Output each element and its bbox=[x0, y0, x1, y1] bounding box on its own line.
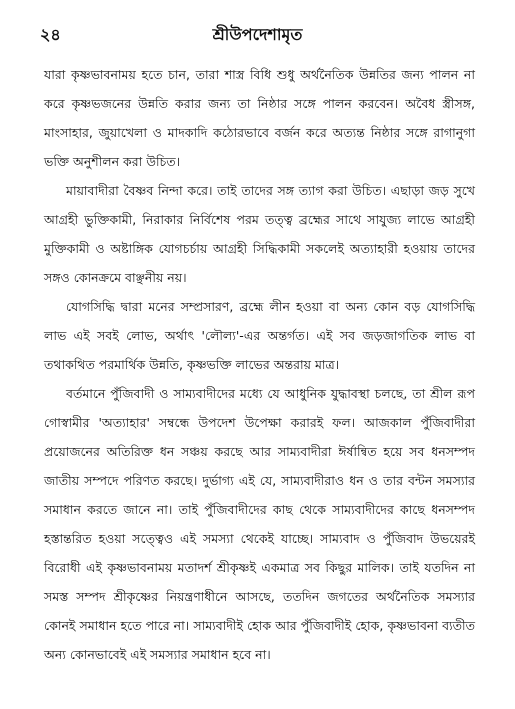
paragraph: মায়াবাদীরা বৈষ্ণব নিন্দা করে। তাই তাদের সঙ্গ ত্যাগ করা উচিত। এছাড়া জড় সুখে আগ্রহী ভুক্তিকামী, নিরাকার নির্বিশেষ পরম তত্ত্ব ব্রহ্মের সাথে সাযুজ্য লাভে আগ্রহী মুক্তিকামী ও অষ্টাঙ্গিক যোগচর্চায় আগ্রহী সিদ্ধিকামী সকলেই অত্যাহারী হওয়ায় তাদের সঙ্গও কোনক্রমে বাঞ্ছনীয় নয়। bbox=[44, 183, 475, 285]
running-title: শ্রীউপদেশামৃত bbox=[212, 25, 303, 44]
page-number: ২৪ bbox=[40, 25, 61, 44]
page-header bbox=[40, 22, 475, 50]
paragraph: যোগসিদ্ধি দ্বারা মনের সম্প্রসারণ, ব্রহ্মে লীন হওয়া বা অন্য কোন বড় যোগসিদ্ধি লাভ এই সবই লোভ, অর্থাৎ 'লৌল্য'-এর অন্তর্গত। এই সব জড়জাগতিক লাভ বা তথাকথিত পরমার্থিক উন্নতি, কৃষ্ণভক্তি লাভের অন্তরায় মাত্র। bbox=[44, 299, 475, 372]
paragraph: বর্তমানে পুঁজিবাদী ও সাম্যবাদীদের মধ্যে যে আধুনিক যুদ্ধাবস্থা চলছে, তা শ্রীল রূপ গোস্বামীর 'অত্যাহার' সম্বন্ধে উপদেশ উপেক্ষা করারই ফল। আজকাল পুঁজিবাদীরা প্রয়োজনের অতিরিক্ত ধন সঞ্চয় করছে আর সাম্যবাদীরা ঈর্ষান্বিত হয়ে সব ধনসম্পদ জাতীয় সম্পদে পরিণত করছে। দুর্ভাগ্য এই যে, সাম্যবাদীরাও ধন ও তার বন্টন সমস্যার সমাধান করতে জানে না। তাই পুঁজিবাদীদের কাছ থেকে সাম্যবাদীদের কাছে ধনসম্পদ হস্তান্তরিত হওয়া সত্ত্বেও এই সমস্যা থেকেই যাচ্ছে। সাম্যবাদ ও পুঁজিবাদ উভয়েরই বিরোধী এই কৃষ্ণভাবনাময় মতাদর্শ শ্রীকৃষ্ণই একমাত্র সব কিছুর মালিক। তাই যতদিন না সমস্ত সম্পদ শ্রীকৃষ্ণের নিয়ন্ত্রণাধীনে আসছে, ততদিন জগতের অর্থনৈতিক সমস্যার কোনই সমাধান হতে পারে না। সাম্যবাদীই হোক আর পুঁজিবাদীই হোক, কৃষ্ণভাবনা ব্যতীত অন্য কোনভাবেই এই সমস্যার সমাধান হবে না। bbox=[44, 386, 475, 662]
body-text bbox=[44, 60, 475, 669]
paragraph: যারা কৃষ্ণভাবনাময় হতে চান, তারা শাস্ত্র বিধি শুধু অর্থনৈতিক উন্নতির জন্য পালন না করে কৃষ্ণভজনের উন্নতি করার জন্য তা নিষ্ঠার সঙ্গে পালন করবেন। অবৈধ স্ত্রীসঙ্গ, মাংসাহার, জুয়াখেলা ও মাদকাদি কঠোরভাবে বর্জন করে অত্যন্ত নিষ্ঠার সঙ্গে রাগানুগা ভক্তি অনুশীলন করা উচিত। bbox=[44, 67, 475, 169]
